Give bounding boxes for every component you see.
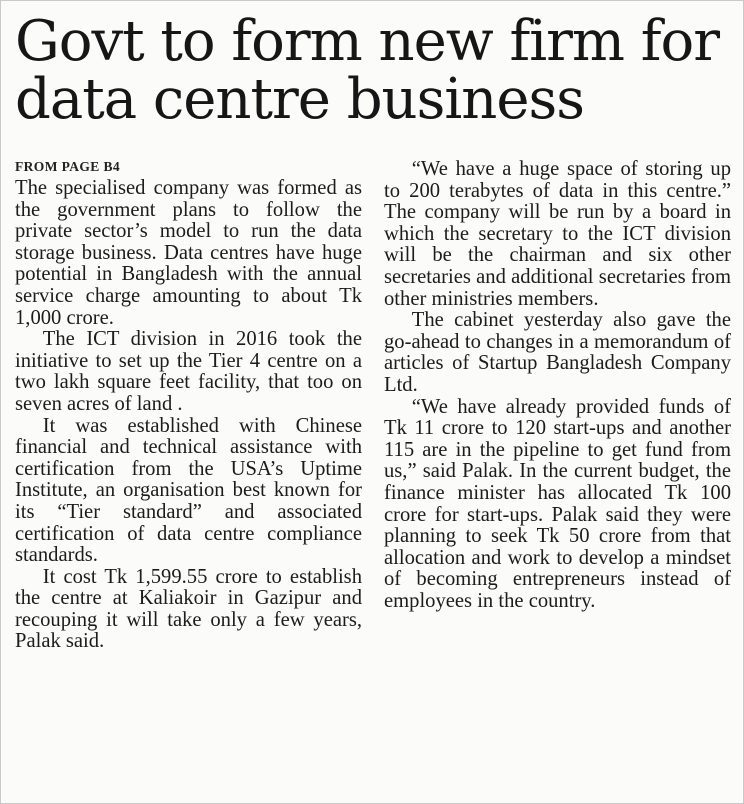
headline-line-2: data centre business: [15, 67, 584, 132]
paragraph: “We have already provided funds of Tk 11 crore to 120 start-ups and another 115 are in the pipeline to get fund from us,” said Palak. In the current budget, the finance minister has allocated Tk 100 crore for start-ups. Palak said they were planning to seek Tk 50 crore from that allocation and work to develop a mindset of becoming entrepreneurs instead of employees in the country.: [384, 395, 731, 612]
paragraph: “We have a huge space of storing up to 200 terabytes of data in this centre.” The company will be run by a board in which the secretary to the ICT division will be the chairman and six other secretaries and additional secretaries from other ministries members.: [384, 158, 731, 310]
right-column: [384, 159, 731, 653]
paragraph: The specialised company was formed as the government plans to follow the private sector’s model to run the data storage business. Data centres have huge potential in Bangladesh with the annual service charge amounting to about Tk 1,000 crore.: [15, 177, 362, 329]
jump-line: FROM PAGE B4: [15, 159, 121, 174]
article-columns: [15, 159, 731, 653]
headline-line-1: Govt to form new firm for: [15, 9, 719, 74]
headline: [15, 9, 735, 132]
paragraph: The ICT division in 2016 took the initiative to set up the Tier 4 centre on a two lakh square feet facility, that too on seven acres of land .: [15, 328, 362, 415]
paragraph: It cost Tk 1,599.55 crore to establish the centre at Kaliakoir in Gazipur and recouping it will take only a few years, Palak said.: [15, 565, 362, 653]
paragraph: It was established with Chinese financial and technical assistance with certification from the USA’s Uptime Institute, an organisation best known for its “Tier standard” and associated certification of data centre compliance standards.: [15, 414, 362, 567]
left-column: [15, 159, 362, 653]
paragraph: The cabinet yesterday also gave the go-ahead to changes in a memorandum of articles of Startup Bangladesh Company Ltd.: [384, 309, 731, 396]
